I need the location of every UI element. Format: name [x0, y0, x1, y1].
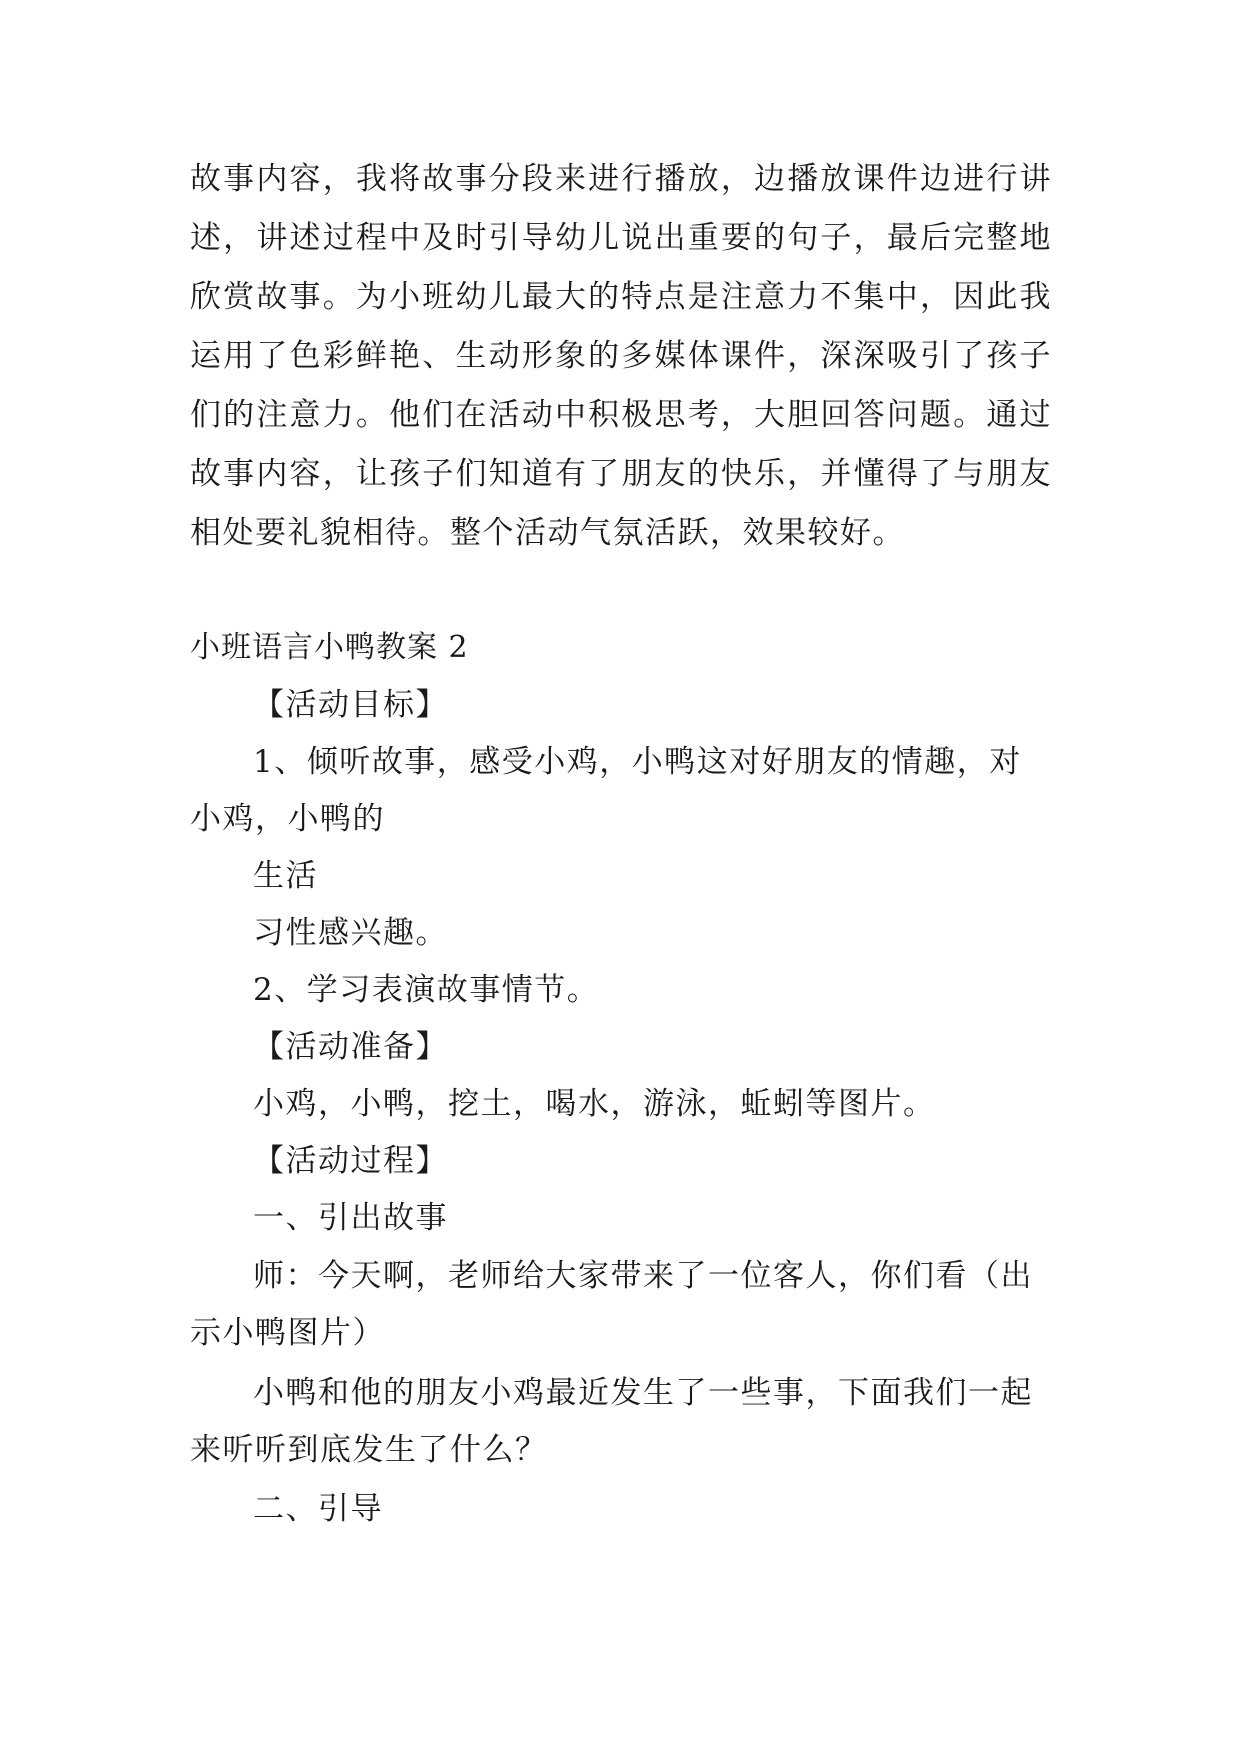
- goal-1-line4: 习性感兴趣。: [253, 915, 448, 951]
- story-line2: 来听听到底发生了什么？: [190, 1432, 548, 1468]
- goal-1-line1: 1、倾听故事，感受小鸡，小鸭这对好朋友的情趣，对: [253, 744, 1022, 780]
- intro-line: 述，讲述过程中及时引导幼儿说出重要的句子，最后完整地: [190, 220, 1052, 256]
- intro-paragraph: [190, 150, 1052, 563]
- story-line1: 小鸭和他的朋友小鸡最近发生了一些事，下面我们一起: [253, 1375, 1033, 1411]
- prep-heading: 【活动准备】: [253, 1029, 448, 1065]
- teacher-line2: 示小鸭图片）: [190, 1315, 385, 1351]
- step-2-heading: 二、引导: [253, 1491, 383, 1527]
- goal-1-line3: 生活: [253, 858, 318, 894]
- section-title: 小班语言小鸭教案 2: [190, 630, 469, 665]
- goal-1-line2: 小鸡，小鸭的: [190, 801, 385, 837]
- intro-line: 们的注意力。他们在活动中积极思考，大胆回答问题。通过: [190, 397, 1052, 433]
- teacher-line1: 师：今天啊，老师给大家带来了一位客人，你们看（出: [253, 1258, 1033, 1294]
- intro-line: 运用了色彩鲜艳、生动形象的多媒体课件，深深吸引了孩子: [190, 338, 1052, 374]
- process-heading: 【活动过程】: [253, 1143, 448, 1179]
- step-1-heading: 一、引出故事: [253, 1200, 448, 1236]
- goal-2: 2、学习表演故事情节。: [253, 972, 600, 1008]
- goal-heading: 【活动目标】: [253, 687, 448, 723]
- prep-text: 小鸡，小鸭，挖土，喝水，游泳，蚯蚓等图片。: [253, 1086, 936, 1122]
- intro-line: 欣赏故事。为小班幼儿最大的特点是注意力不集中，因此我: [190, 279, 1052, 315]
- intro-line: 相处要礼貌相待。整个活动气氛活跃，效果较好。: [190, 515, 905, 551]
- intro-line: 故事内容，我将故事分段来进行播放，边播放课件边进行讲: [190, 161, 1052, 197]
- intro-line: 故事内容，让孩子们知道有了朋友的快乐，并懂得了与朋友: [190, 456, 1052, 492]
